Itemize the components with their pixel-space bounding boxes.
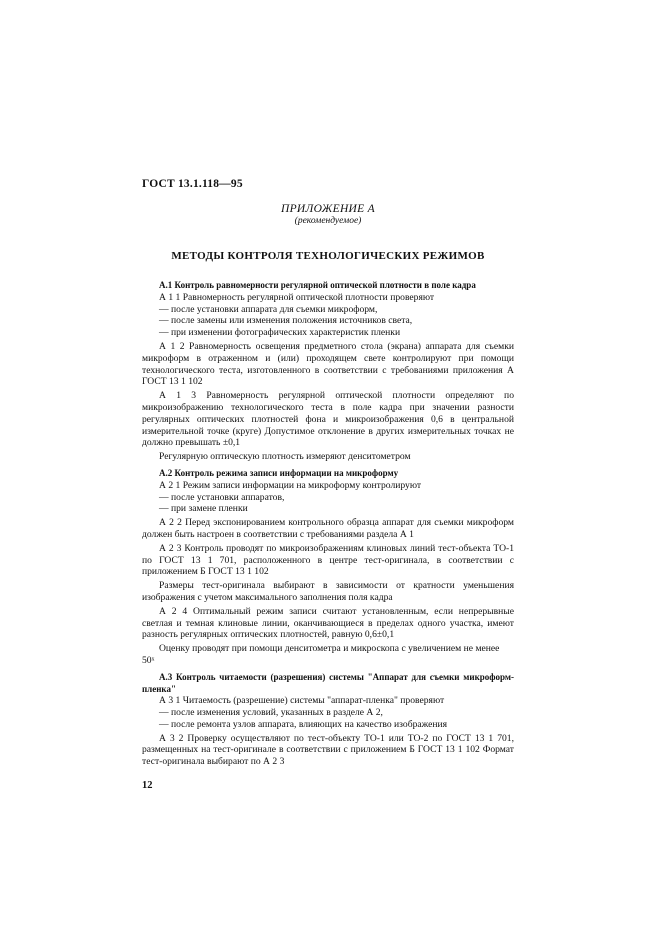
paragraph: А 1 2 Равномерность освещения предметного стола (экрана) аппарата для съемки микроформ в отраженном и (или) проходящем свете контролируют при помощи технологического теста, изготовленного в соответствии с требованиями приложения А ГОСТ 13 1 102 (142, 340, 514, 388)
appendix-heading (142, 203, 514, 227)
paragraph: А 3 1 Читаемость (разрешение) системы "аппарат-пленка" проверяют (159, 695, 445, 707)
paragraph: А 2 1 Режим записи информации на микроформу контролируют (159, 479, 422, 491)
list-item: — после установки аппарата для съемки микроформ, (159, 303, 378, 315)
page-number: 12 (142, 780, 153, 791)
section-heading: А.3 Контроль читаемости (разрешения) системы "Аппарат для съемки микроформ-пленка" (142, 671, 514, 694)
list-item: — после замены или изменения положения источников света, (159, 315, 413, 327)
paragraph: А 3 2 Проверку осуществляют по тест-объекту ТО-1 или ТО-2 по ГОСТ 13 1 701, размещенных на тест-оригинале в соответствии с приложением Б ГОСТ 13 1 102 Формат тест-оригинала выбирают по А 2 3 (142, 732, 514, 768)
appendix-title: ПРИЛОЖЕНИЕ А (281, 203, 375, 215)
paragraph: А 2 2 Перед экспонированием контрольного образца аппарат для съемки микроформ должен быть настроен в соответствии с требованиями раздела А 1 (142, 517, 514, 540)
paragraph: Оценку проводят при помощи денситометра и микроскопа с увеличением не менее 50ˣ (142, 643, 500, 666)
list-item: — при изменении фотографических характеристик пленки (159, 327, 401, 339)
appendix-note: (рекомендуемое) (294, 216, 362, 226)
paragraph: Регулярную оптическую плотность измеряют денситометром (159, 451, 411, 463)
list-item: — после ремонта узлов аппарата, влияющих на качество изображения (159, 718, 448, 730)
document-body (142, 275, 514, 768)
list-item: — после установки аппаратов, (159, 491, 285, 503)
list-item: — после изменения условий, указанных в разделе А 2, (159, 707, 383, 719)
paragraph: А 1 3 Равномерность регулярной оптической плотности определяют по микроизображению технологического теста в поле кадра при значении разности регулярных оптических плотностей фона и микроизображения 0,6 в центральной измерительной точке (круге) Допустимое отклонение в других измерительных точках не должно превышать ±0,1 (142, 390, 514, 449)
list-item: — при замене пленки (159, 503, 248, 515)
paragraph: А 1 1 Равномерность регулярной оптической плотности проверяют (159, 291, 435, 303)
section-heading: А.1 Контроль равномерности регулярной оптической плотности в поле кадра (159, 280, 476, 290)
main-title: МЕТОДЫ КОНТРОЛЯ ТЕХНОЛОГИЧЕСКИХ РЕЖИМОВ (171, 250, 485, 262)
paragraph: Размеры тест-оригинала выбирают в зависимости от кратности уменьшения изображения с учетом максимального заполнения поля кадра (142, 580, 514, 603)
document-code: ГОСТ 13.1.118—95 (142, 178, 243, 190)
paragraph: А 2 3 Контроль проводят по микроизображениям клиновых линий тест-объекта ТО-1 по ГОСТ 13 1 701, расположенного в центре тест-оригинала, в соответствии с приложением Б ГОСТ 13 1 102 (142, 542, 514, 578)
section-heading: А.2 Контроль режима записи информации на микроформу (159, 467, 399, 478)
paragraph: А 2 4 Оптимальный режим записи считают установленным, если непрерывные светлая и темная клиновые линии, оканчивающиеся в пределах одного участка, имеют разность регулярных оптических плотностей, равную 0,6±0,1 (142, 605, 514, 641)
